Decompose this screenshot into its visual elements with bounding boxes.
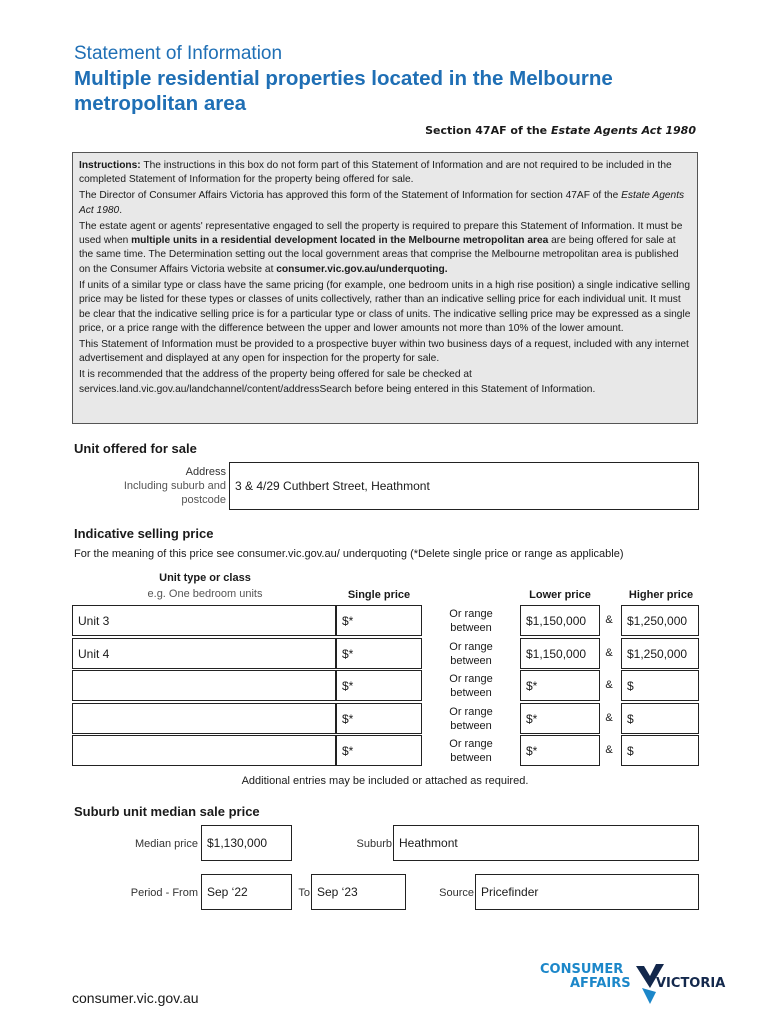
source-value: Pricefinder	[481, 885, 539, 899]
source-field[interactable]	[475, 874, 699, 910]
unit-type-value: Unit 4	[78, 646, 110, 661]
logo-line1: CONSUMER	[540, 962, 624, 977]
address-label-line1: Address	[185, 466, 226, 478]
or-range-line2: between	[450, 622, 492, 634]
range-ampersand: &	[605, 647, 613, 659]
lower-price-field[interactable]	[520, 605, 600, 636]
instructions-p3a: The estate agent or agents' representative engaged to sell the property is required to prepare this Statement of Information. It must be used when	[79, 220, 683, 247]
higher-price-value: $1,250,000	[627, 613, 688, 628]
instructions-p3-bold: multiple units in a residential development located in the Melbourne metropolitan area	[131, 235, 549, 247]
page-title: Multiple residential properties located in the Melbourne metropolitan area	[74, 67, 613, 115]
or-range-line2: between	[450, 720, 492, 732]
median-price-label: Median price	[135, 838, 198, 850]
or-range-line2: between	[450, 655, 492, 667]
suburb-field[interactable]	[393, 825, 699, 861]
period-from-field[interactable]	[201, 874, 292, 910]
suburb-label: Suburb	[356, 838, 392, 850]
section-ref-prefix: Section 47AF of the	[425, 124, 551, 137]
lower-price-value: $*	[526, 711, 538, 726]
single-price-value: $*	[342, 646, 354, 661]
single-price-value: $*	[342, 743, 354, 758]
or-range-line1: Or range	[449, 706, 493, 718]
higher-price-value: $1,250,000	[627, 646, 688, 661]
address-label-line2: Including suburb and	[123, 480, 226, 492]
higher-price-value: $	[627, 678, 634, 693]
indicative-price-note: For the meaning of this price see consumer.vic.gov.au/ underquoting (*Delete single price or range as applicable)	[74, 548, 624, 560]
unit-type-field[interactable]	[72, 703, 336, 734]
lower-price-field[interactable]	[520, 670, 600, 701]
instructions-p4: If units of a similar type or class have the same pricing (for example, one bedroom units in a high rise position) a single indicative selling price may be listed for these types or classes of units collectively, rather than an indicative selling price for each individual unit. It must be clear that the indicative selling price is for a particular type or class of units. The indicative selling price may be expressed as a single price, or a price range with the difference between the upper and lower amounts not more than 10% of the lower amount.	[79, 279, 691, 334]
lower-price-value: $1,150,000	[526, 613, 587, 628]
higher-price-field[interactable]	[621, 670, 699, 701]
instructions-box	[72, 152, 698, 424]
or-range-line1: Or range	[449, 641, 493, 653]
single-price-field[interactable]	[336, 735, 422, 766]
instructions-p2-end: .	[119, 204, 123, 216]
or-range-label	[440, 640, 502, 668]
higher-price-field[interactable]	[621, 735, 699, 766]
or-range-line2: between	[450, 752, 492, 764]
range-ampersand: &	[605, 679, 613, 691]
address-field[interactable]	[229, 462, 699, 510]
lower-price-field[interactable]	[520, 703, 600, 734]
range-ampersand: &	[605, 614, 613, 626]
underquoting-link[interactable]: consumer.vic.gov.au/underquoting.	[276, 263, 448, 275]
single-price-value: $*	[342, 613, 354, 628]
or-range-label	[440, 672, 502, 700]
unit-type-field[interactable]	[72, 638, 336, 669]
lower-price-value: $1,150,000	[526, 646, 587, 661]
address-label	[100, 465, 226, 507]
or-range-line1: Or range	[449, 738, 493, 750]
single-price-field[interactable]	[336, 605, 422, 636]
address-value: 3 & 4/29 Cuthbert Street, Heathmont	[235, 479, 430, 493]
col-unit-type: Unit type or class	[159, 572, 251, 584]
instructions-p1: The instructions in this box do not form part of this Statement of Information and are not required to be included in the completed Statement of Information for the property being offered for sale.	[79, 160, 672, 186]
period-from-value: Sep ‘22	[207, 885, 248, 899]
section-reference	[425, 124, 696, 137]
median-price-value: $1,130,000	[207, 836, 268, 850]
source-label: Source	[439, 887, 474, 899]
period-from-label: Period - From	[130, 887, 198, 899]
col-lower-price: Lower price	[529, 589, 591, 601]
col-higher-price: Higher price	[628, 589, 694, 601]
unit-type-field[interactable]	[72, 735, 336, 766]
or-range-line1: Or range	[449, 673, 493, 685]
instructions-p6: It is recommended that the address of the property being offered for sale be checked at services.land.vic.gov.au/landchannel/content/addressSearch before being entered in this Statement of Information.	[79, 369, 596, 395]
lower-price-field[interactable]	[520, 735, 600, 766]
higher-price-value: $	[627, 711, 634, 726]
instructions-p2-act: Estate Agents Act 1980	[79, 190, 685, 216]
or-range-line2: between	[450, 687, 492, 699]
or-range-line1: Or range	[449, 608, 493, 620]
unit-type-field[interactable]	[72, 605, 336, 636]
unit-offered-title: Unit offered for sale	[74, 441, 197, 456]
single-price-value: $*	[342, 678, 354, 693]
victoria-v-accent-icon	[642, 988, 656, 1004]
footer-url[interactable]: consumer.vic.gov.au	[72, 990, 199, 1006]
page-subtitle: Statement of Information	[74, 43, 283, 64]
single-price-field[interactable]	[336, 670, 422, 701]
suburb-value: Heathmont	[399, 836, 458, 850]
median-price-field[interactable]	[201, 825, 292, 861]
unit-type-value: Unit 3	[78, 613, 110, 628]
consumer-affairs-victoria-logo	[538, 958, 726, 1008]
single-price-field[interactable]	[336, 703, 422, 734]
higher-price-field[interactable]	[621, 703, 699, 734]
additional-entries-note: Additional entries may be included or attached as required.	[241, 775, 529, 787]
range-ampersand: &	[605, 744, 613, 756]
higher-price-value: $	[627, 743, 634, 758]
col-single-price: Single price	[347, 589, 411, 601]
higher-price-field[interactable]	[621, 605, 699, 636]
single-price-field[interactable]	[336, 638, 422, 669]
unit-type-field[interactable]	[72, 670, 336, 701]
logo-line3: VICTORIA	[656, 976, 726, 991]
col-unit-type-hint: e.g. One bedroom units	[147, 588, 263, 600]
or-range-label	[440, 737, 502, 765]
single-price-value: $*	[342, 711, 354, 726]
lower-price-value: $*	[526, 743, 538, 758]
period-to-value: Sep ‘23	[317, 885, 358, 899]
instructions-p3b: are being offered for sale at the same time. The Determination setting out the local government areas that comprise the Melbourne metropolitan area is published on the Consumer Affairs Victoria website at	[79, 235, 679, 275]
period-to-field[interactable]	[311, 874, 406, 910]
median-price-title: Suburb unit median sale price	[74, 804, 260, 819]
logo-graphic	[538, 958, 726, 1008]
section-ref-act: Estate Agents Act 1980	[550, 124, 696, 137]
lower-price-field[interactable]	[520, 638, 600, 669]
instructions-label: Instructions:	[79, 160, 141, 171]
or-range-label	[440, 607, 502, 635]
period-to-label: To	[298, 887, 310, 899]
instructions-p5: This Statement of Information must be provided to a prospective buyer within two business days of a request, included with any internet advertisement and displayed at any open for inspection for the property for sale.	[79, 338, 689, 365]
range-ampersand: &	[605, 712, 613, 724]
or-range-label	[440, 705, 502, 733]
logo-line2: AFFAIRS	[570, 976, 631, 991]
higher-price-field[interactable]	[621, 638, 699, 669]
instructions-p2: The Director of Consumer Affairs Victoria has approved this form of the Statement of Information for section 47AF of the	[79, 190, 622, 202]
indicative-price-title: Indicative selling price	[74, 526, 214, 541]
address-label-line3: postcode	[181, 494, 226, 506]
lower-price-value: $*	[526, 678, 538, 693]
